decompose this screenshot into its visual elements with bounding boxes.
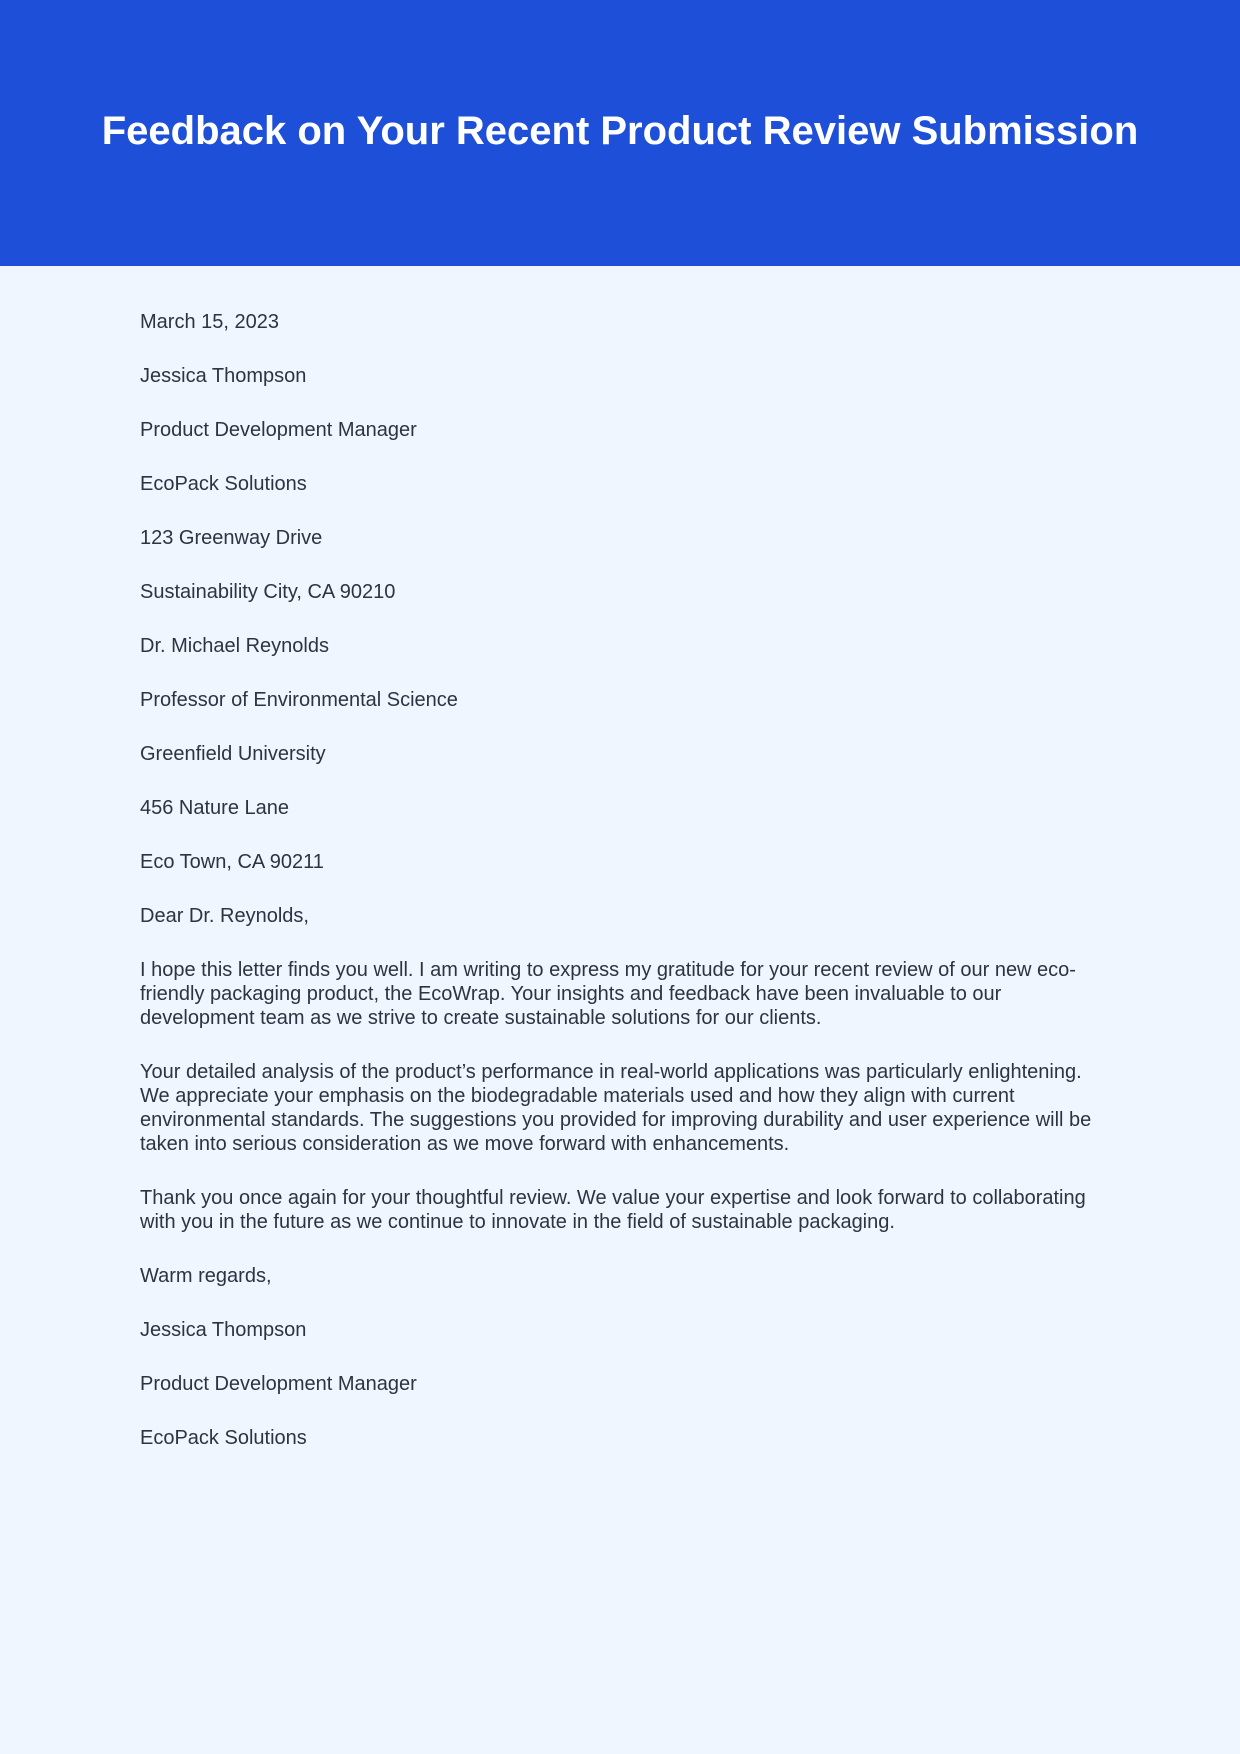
sender-title: Product Development Manager (140, 419, 417, 441)
sender-street: 123 Greenway Drive (140, 527, 323, 549)
header-banner (0, 0, 1240, 266)
recipient-street: 456 Nature Lane (140, 797, 290, 819)
sender-name: Jessica Thompson (140, 365, 307, 387)
sender-block (140, 364, 1100, 604)
letter-date: March 15, 2023 (140, 311, 279, 333)
signature-name: Jessica Thompson (140, 1319, 307, 1341)
recipient-name: Dr. Michael Reynolds (140, 635, 329, 657)
recipient-title: Professor of Environmental Science (140, 689, 458, 711)
sender-company: EcoPack Solutions (140, 473, 307, 495)
body-paragraph: Your detailed analysis of the product’s performance in real-world applications was particularly enlightening. We appreciate your emphasis on the biodegradable materials used and how they align with current environmental standards. The suggestions you provided for improving durability and user experience will be taken into serious consideration as we move forward with enhancements. (140, 1061, 1092, 1155)
sender-city: Sustainability City, CA 90210 (140, 581, 396, 603)
signature-block (140, 1318, 1100, 1450)
signature-title: Product Development Manager (140, 1373, 417, 1395)
signature-company: EcoPack Solutions (140, 1427, 307, 1449)
letter-content (140, 958, 1100, 1234)
page-title: Feedback on Your Recent Product Review Submission (101, 109, 1139, 153)
closing: Warm regards, (140, 1265, 272, 1287)
body-paragraph: Thank you once again for your thoughtful review. We value your expertise and look forward to collaborating with you in the future as we continue to innovate in the field of sustainable packaging. (140, 1187, 1086, 1233)
recipient-block (140, 634, 1100, 874)
body-paragraph: I hope this letter finds you well. I am writing to express my gratitude for your recent review of our new eco-friendly packaging product, the EcoWrap. Your insights and feedback have been invaluable to our development team as we strive to create sustainable solutions for our clients. (140, 959, 1076, 1029)
salutation: Dear Dr. Reynolds, (140, 905, 309, 927)
recipient-organization: Greenfield University (140, 743, 326, 765)
recipient-city: Eco Town, CA 90211 (140, 851, 324, 873)
letter-body (0, 266, 1240, 1450)
